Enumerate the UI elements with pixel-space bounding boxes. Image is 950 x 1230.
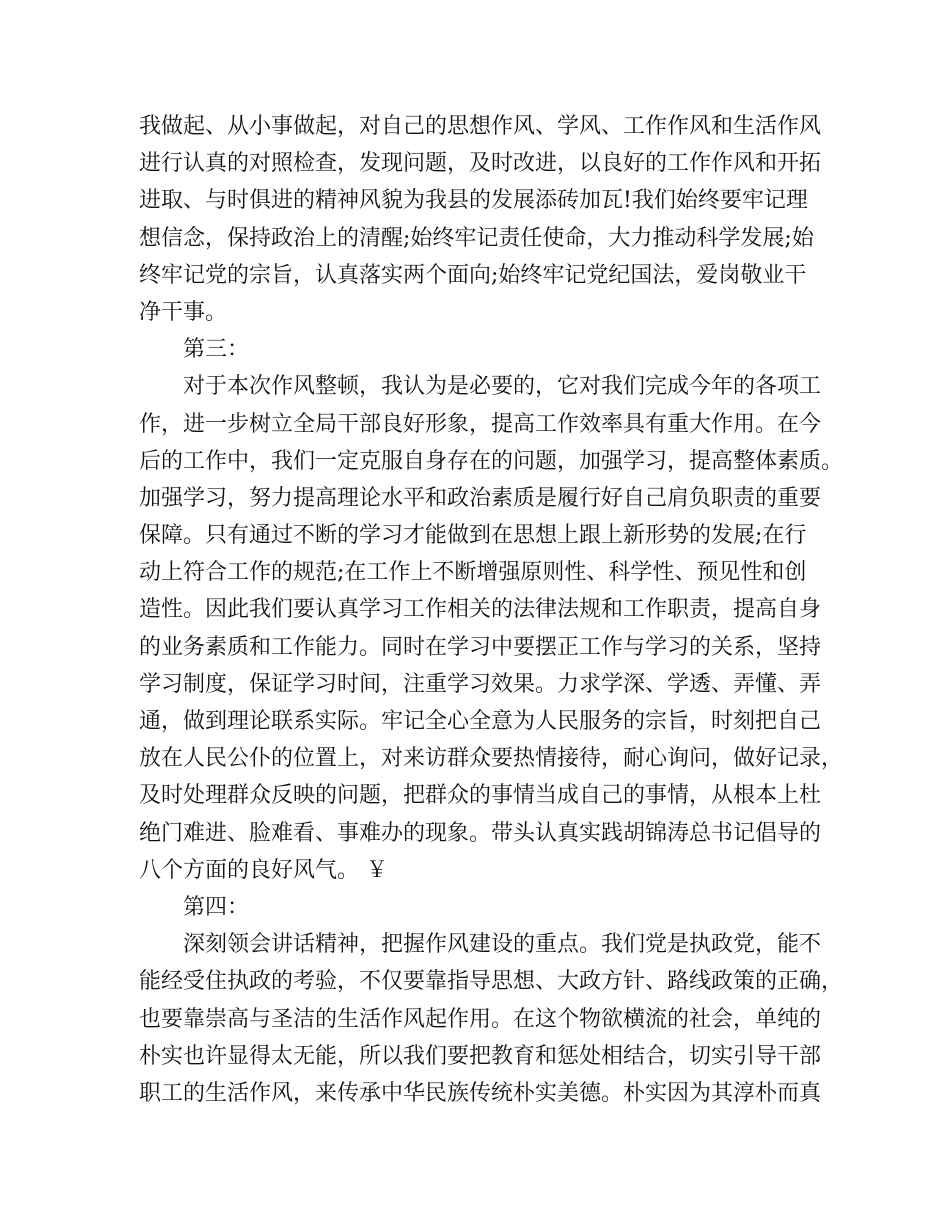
text-line: 造性。因此我们要认真学习工作相关的法律法规和工作职责，提高自身 — [139, 597, 822, 623]
text-line: 净干事。 — [139, 299, 228, 325]
text-line: 加强学习，努力提高理论水平和政治素质是履行好自己肩负职责的重要 — [139, 485, 822, 511]
text-line: 放在人民公仆的位置上，对来访群众要热情接待，耐心询问，做好记录， — [139, 746, 844, 772]
text-line: 终牢记党的宗旨，认真落实两个面向;始终牢记党纪国法，爱岗敬业干 — [139, 262, 807, 288]
text-line: 进取、与时俱进的精神风貌为我县的发展添砖加瓦!我们始终要牢记理 — [139, 188, 808, 214]
text-line: 朴实也许显得太无能，所以我们要把教育和惩处相结合，切实引导干部 — [139, 1043, 822, 1069]
text-line: 后的工作中，我们一定克服自身存在的问题，加强学习，提高整体素质。 — [139, 448, 844, 474]
text-line: 第三： — [183, 337, 250, 363]
text-line: 进行认真的对照检查，发现问题，及时改进，以良好的工作作风和开拓 — [139, 151, 822, 177]
text-line: 作，进一步树立全局干部良好形象，提高工作效率具有重大作用。在今 — [139, 411, 822, 437]
text-line: 保障。只有通过不断的学习才能做到在思想上跟上新形势的发展;在行 — [139, 523, 807, 549]
text-line: 绝门难进、脸难看、事难办的现象。带头认真实践胡锦涛总书记倡导的 — [139, 820, 822, 846]
text-line: 第四： — [183, 894, 250, 920]
text-line: 学习制度，保证学习时间，注重学习效果。力求学深、学透、弄懂、弄 — [139, 671, 822, 697]
text-line: 通，做到理论联系实际。牢记全心全意为人民服务的宗旨，时刻把自己 — [139, 709, 822, 734]
text-line: 也要靠崇高与圣洁的生活作风起作用。在这个物欲横流的社会，单纯的 — [139, 1006, 822, 1032]
text-line: 的业务素质和工作能力。同时在学习中要摆正工作与学习的关系，坚持 — [139, 634, 822, 660]
text-line: 能经受住执政的考验，不仅要靠指导思想、大政方针、路线政策的正确， — [139, 969, 844, 995]
text-line: 动上符合工作的规范;在工作上不断增强原则性、科学性、预见性和创 — [139, 560, 807, 586]
text-line: 对于本次作风整顿，我认为是必要的，它对我们完成今年的各项工 — [183, 374, 822, 400]
text-line: 八个方面的良好风气。 ￥ — [139, 857, 388, 883]
document-body — [139, 108, 844, 1112]
text-line: 深刻领会讲话精神，把握作风建设的重点。我们党是执政党，能不 — [183, 932, 822, 958]
text-line: 我做起、从小事做起，对自己的思想作风、学风、工作作风和生活作风 — [139, 114, 822, 139]
text-line: 及时处理群众反映的问题，把群众的事情当成自己的事情，从根本上杜 — [139, 783, 822, 809]
text-line: 职工的生活作风，来传承中华民族传统朴实美德。朴实因为其淳朴而真 — [139, 1080, 822, 1106]
text-line: 想信念，保持政治上的清醒;始终牢记责任使命，大力推动科学发展;始 — [139, 225, 814, 251]
